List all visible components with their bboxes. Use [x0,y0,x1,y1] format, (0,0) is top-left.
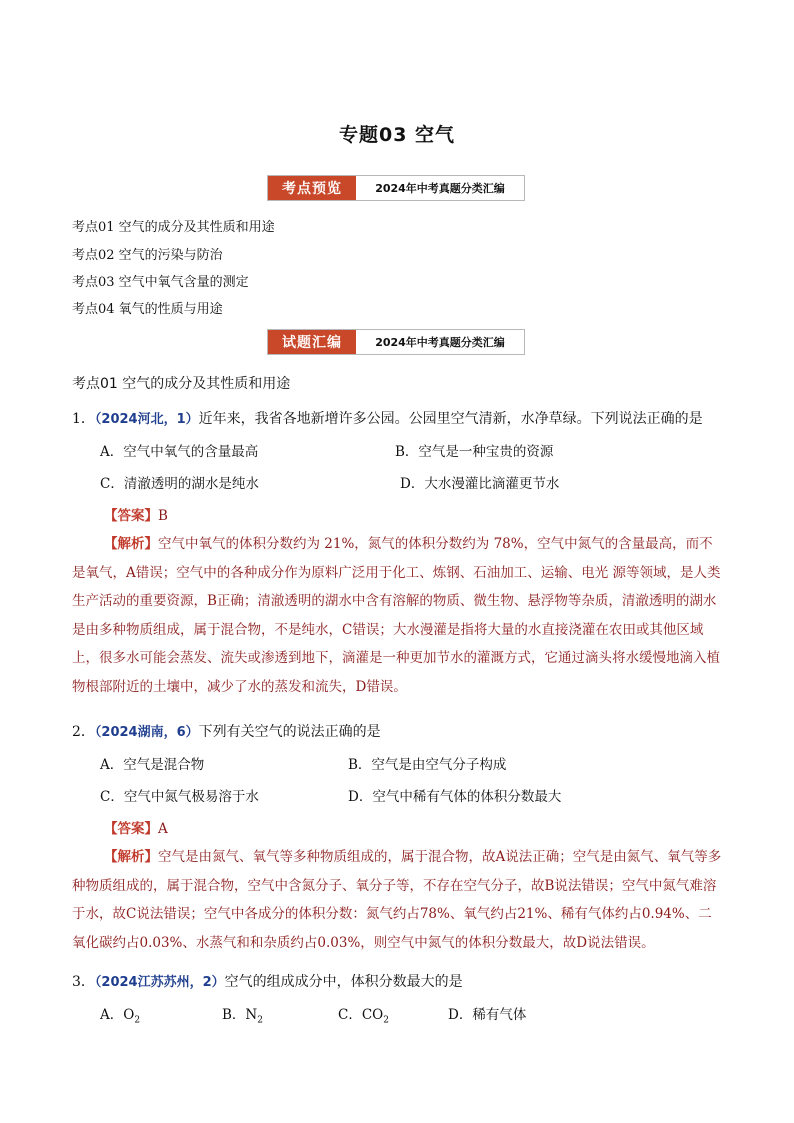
answer-line [104,504,168,524]
toc-item-1: 考点01 空气的成分及其性质和用途 [72,220,275,235]
option-b: B．空气是一种宝贵的资源 [395,444,554,460]
exercises-banner [267,329,525,355]
page-title: 专题03 空气 [338,124,456,146]
question-1-stem [72,405,703,435]
option-d: D．大水漫灌比滴灌更节水 [400,476,560,492]
question-number: 1． [72,411,95,427]
banner-subtitle: 2024年中考真题分类汇编 [375,182,505,195]
banner-subtitle: 2024年中考真题分类汇编 [375,336,505,349]
preview-banner [267,175,525,201]
question-text: 下列有关空气的说法正确的是 [198,724,381,740]
question-source: （2024湖南，6） [94,725,199,740]
option-c: C．清澈透明的湖水是纯水 [100,476,259,492]
banner-tag: 试题汇编 [268,330,356,354]
question-number: 2． [72,724,95,740]
banner-tag: 考点预览 [268,176,356,200]
analysis-label: 【解析】 [104,849,158,865]
answer-value: B [158,508,168,524]
question-text: 空气的组成成分中，体积分数最大的是 [224,974,463,990]
option-a: A．$O_2$ [100,1007,141,1026]
question-2-stem [72,718,381,748]
option-d: D．空气中稀有气体的体积分数最大 [348,789,562,805]
toc-item-3: 考点03 空气中氧气含量的测定 [72,275,249,290]
section-heading: 考点01 空气的成分及其性质和用途 [72,376,291,392]
analysis-text: 空气是由氮气、氧气等多种物质组成的，属于混合物，故A说法正确；空气是由氮气、氧气等多种物质组成的，属于混合物，空气中含氮分子、氧分子等，不存在空气分子，故B说法错误；空气中氮气难溶于水，故C说法错误；空气中各成分的体积分数：氮气约占78%、氧气约占21%、稀有气体约占0.94%、二氧化碳约占0.03%、水蒸气和和杂质约占0.03%，则空气中氮气的体积分数最大，故D说法错误。 [72,849,722,951]
answer-label: 【答案】 [104,821,158,837]
answer-value: A [158,821,168,837]
option-b: B．$N_2$ [222,1007,263,1026]
question-source: （2024江苏苏州，2） [94,975,225,990]
question-number: 3． [72,974,95,990]
analysis-text: 空气中氧气的体积分数约为 21%，氮气的体积分数约为 78%，空气中氮气的含量最高，而不是氧气，A错误；空气中的各种成分作为原料广泛用于化工、炼钢、石油加工、运输、电光 源等领域，是人类生产活动的重要资源，B正确；清澈透明的湖水中含有溶解的物质、微生物、悬浮物等杂质，清澈透明的湖水是由多种物质组成，属于混合物，不是纯水，C错误；大水漫灌是指将大量的水直接浇灌在农田或其他区域上，很多水可能会蒸发、流失或渗透到地下，滴灌是一种更加节水的灌溉方式，它通过滴头将水缓慢地滴入植物根部附近的土壤中，减少了水的蒸发和流失，D错误。 [72,536,721,695]
answer-line [104,817,168,837]
option-a: A．空气是混合物 [100,757,205,773]
toc-item-4: 考点04 氧气的性质与用途 [72,302,223,317]
question-3-stem [72,968,463,998]
option-a: A．空气中氧气的含量最高 [100,444,259,460]
option-d: D．稀有气体 [448,1007,527,1023]
option-c: C．$CO_2$ [338,1007,389,1026]
option-b: B．空气是由空气分子构成 [348,757,507,773]
question-text: 近年来，我省各地新增许多公园。公园里空气清新，水净草绿。下列说法正确的是 [198,411,703,427]
analysis-label: 【解析】 [104,536,158,552]
answer-label: 【答案】 [104,508,158,524]
option-c: C．空气中氮气极易溶于水 [100,789,259,805]
analysis-paragraph [72,530,722,701]
analysis-paragraph [72,843,722,957]
toc-item-2: 考点02 空气的污染与防治 [72,248,223,263]
question-source: （2024河北，1） [94,412,199,427]
